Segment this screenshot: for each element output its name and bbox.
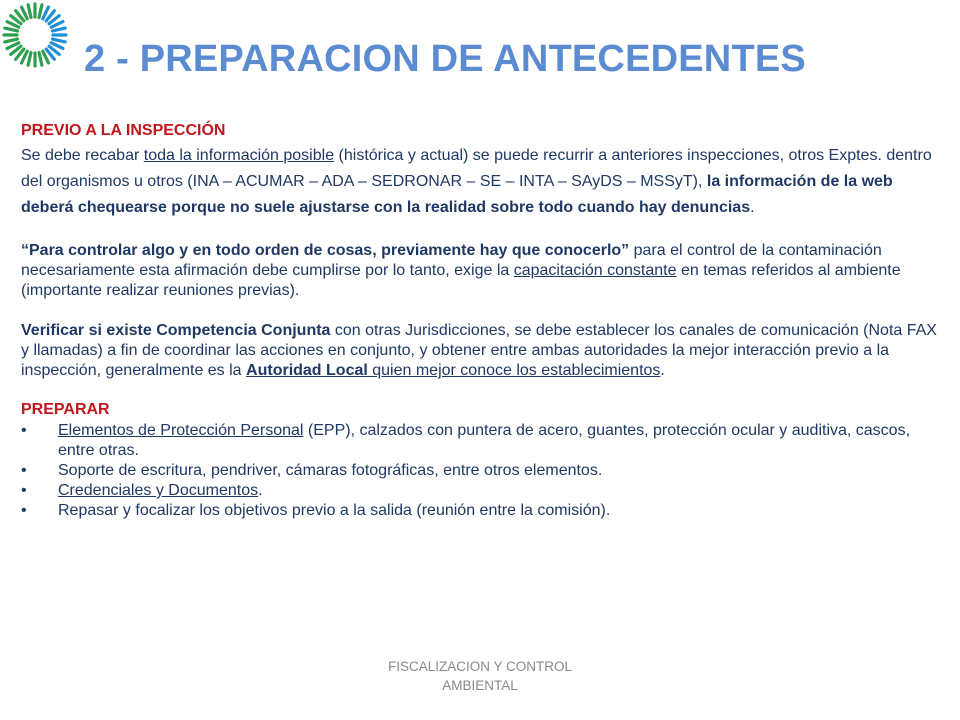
slide-footer: FISCALIZACION Y CONTROL AMBIENTAL (387, 659, 573, 693)
text-fragment: con otras Jurisdicciones, se debe establecer los canales de comunicación (Nota FAX y llamadas) a fin de coordinar las acciones en conjunto, y obtener entre ambas autoridades la mejor interacción previo a la inspección, generalmente es la (21, 322, 937, 379)
section-heading-preparar: PREPARAR (21, 401, 110, 418)
info-posible-link[interactable]: toda la información posible (143, 147, 335, 164)
logo-ray (39, 5, 42, 18)
section-heading-previo: PREVIO A LA INSPECCIÓN (21, 122, 226, 139)
paragraph-competencia (21, 321, 939, 381)
capacitacion-link[interactable]: capacitación constante (513, 262, 677, 279)
list-item-text: . (258, 482, 263, 499)
logo-ray (39, 53, 42, 66)
bullet-icon: • (21, 502, 27, 519)
logo-ray (28, 53, 31, 66)
list-item (21, 501, 939, 521)
list-item (21, 481, 939, 501)
credenciales-link[interactable]: Credenciales y Documentos (58, 482, 259, 499)
logo-ray (5, 39, 18, 42)
text-fragment: Se debe recabar (21, 147, 144, 164)
paragraph-previo (21, 143, 939, 221)
preparar-list (21, 421, 939, 521)
list-item-text: (EPP), calzados con puntera de acero, guantes, protección ocular y auditiva, cascos, entre otras. (58, 422, 911, 459)
section-previo (21, 118, 939, 221)
text-fragment: . (660, 362, 665, 379)
logo-ray (53, 39, 66, 42)
spacer (21, 301, 939, 321)
spacer (21, 381, 939, 399)
spacer (21, 221, 939, 241)
slide-content (21, 118, 939, 521)
bullet-icon: • (21, 422, 27, 439)
web-warning-text: la información de la web deberá chequearse porque no suele ajustarse con la realidad sobre todo cuando hay denuncias (21, 173, 893, 216)
paragraph-quote (21, 241, 939, 301)
logo-ray (28, 5, 31, 18)
list-item-text: Soporte de escritura, pendriver, cámaras fotográficas, entre otros elementos. (58, 462, 603, 479)
epp-link[interactable]: Elementos de Protección Personal (58, 422, 304, 439)
autoridad-local-link[interactable]: Autoridad Local (246, 362, 368, 379)
bullet-icon: • (21, 462, 27, 479)
organization-logo (2, 2, 68, 68)
competencia-heading: Verificar si existe Competencia Conjunta (21, 322, 331, 339)
text-fragment: en temas referidos al ambiente (importante realizar reuniones previas). (21, 262, 901, 299)
logo-ray (5, 28, 18, 31)
text-fragment: . (750, 199, 755, 216)
list-item (21, 461, 939, 481)
list-item (21, 421, 939, 461)
establecimientos-link[interactable]: quien mejor conoce los establecimientos (367, 362, 661, 379)
quote-text: “Para controlar algo y en todo orden de cosas, previamente hay que conocerlo” (21, 242, 630, 259)
text-fragment: (histórica y actual) se puede recurrir a anteriores inspecciones, otros Exptes. dentro del organismos u otros (INA – ACUMAR – ADA – SEDRONAR – SE – INTA – SAyDS – MSSyT), (21, 147, 932, 190)
text-fragment: para el control de la contaminación necesariamente esta afirmación debe cumplirse por lo tanto, exige la (21, 242, 882, 279)
list-item-text: Repasar y focalizar los objetivos previo a la salida (reunión entre la comisión). (58, 502, 611, 519)
bullet-icon: • (21, 482, 27, 499)
logo-ray (53, 28, 66, 31)
slide-title: 2 - PREPARACION DE ANTECEDENTES (84, 38, 806, 80)
